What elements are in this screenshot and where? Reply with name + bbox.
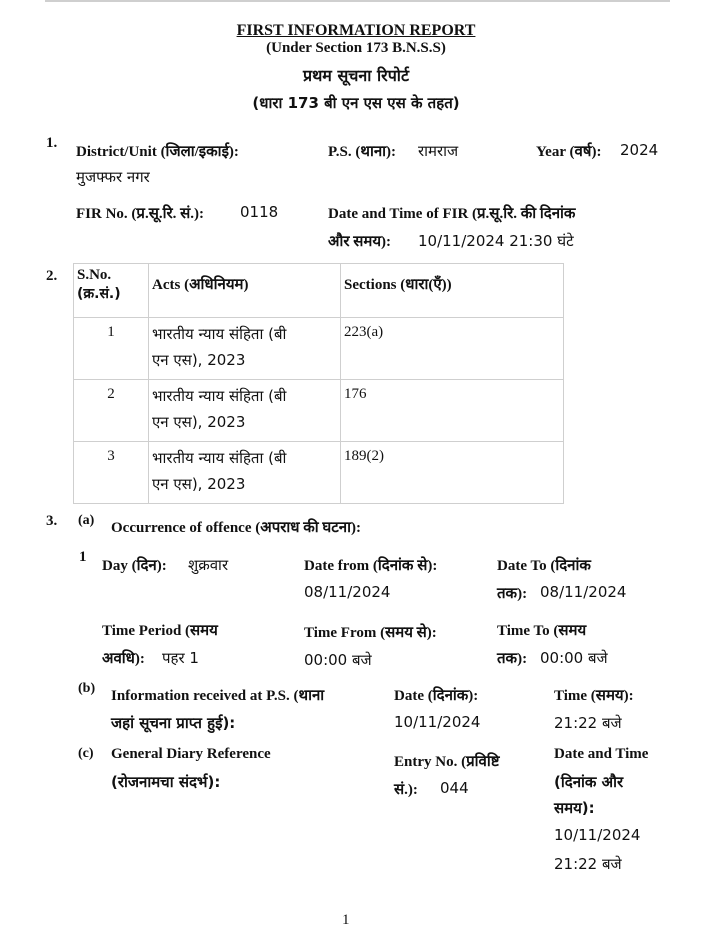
- b-date-value: 10/11/2024: [394, 713, 481, 731]
- date-from-label: Date from (दिनांक से):: [304, 558, 438, 574]
- occurrence-item-number: 1: [79, 549, 87, 565]
- time-period-label-1: Time Period (समय: [102, 623, 218, 639]
- row-act-line1: भारतीय न्याय संहिता (बी: [152, 449, 287, 467]
- report-subtitle: (Under Section 173 B.N.S.S): [266, 40, 446, 56]
- fir-label: FIR No. (प्र.सू.रि. सं.):: [76, 206, 204, 222]
- sections-header: [341, 264, 564, 318]
- row-act-line2: एन एस), 2023: [152, 475, 246, 493]
- info-received-label-1: Information received at P.S. (थाना: [111, 688, 325, 704]
- table-row: [74, 318, 564, 380]
- date-from-value: 08/11/2024: [304, 583, 391, 601]
- c-datetime-label-2: (दिनांक और: [554, 773, 624, 791]
- gd-reference-label-1: General Diary Reference: [111, 746, 271, 762]
- acts-table: [73, 263, 564, 504]
- fir-datetime-value: 10/11/2024 21:30 घंटे: [418, 232, 574, 250]
- row-section: [341, 380, 564, 442]
- c-date-value: 10/11/2024: [554, 826, 641, 844]
- info-received-label-2: जहां सूचना प्राप्त हुई):: [111, 714, 236, 732]
- row-act-line2: एन एस), 2023: [152, 351, 246, 369]
- section-3-number: 3.: [46, 513, 58, 529]
- row-section-text: 189(2): [344, 448, 384, 464]
- time-to-label-2: तक):: [497, 651, 528, 667]
- entry-no-value: 044: [440, 779, 469, 797]
- item-c-label: (c): [78, 746, 94, 761]
- ps-label: P.S. (थाना):: [328, 144, 397, 160]
- row-act-line2: एन एस), 2023: [152, 413, 246, 431]
- sno-header-line2: (क्र.सं.): [77, 286, 121, 302]
- table-row: [74, 442, 564, 504]
- b-time-value: 21:22 बजे: [554, 714, 622, 732]
- c-datetime-label-1: Date and Time: [554, 746, 649, 762]
- date-to-value: 08/11/2024: [540, 583, 627, 601]
- page-number: 1: [342, 912, 350, 928]
- day-value: शुक्रवार: [188, 556, 229, 574]
- section-2-number: 2.: [46, 268, 58, 284]
- row-section-text: 176: [344, 386, 367, 402]
- entry-no-label-2: सं.):: [394, 782, 418, 798]
- row-act: [149, 380, 341, 442]
- date-to-label-2: तक):: [497, 586, 528, 602]
- year-label: Year (वर्ष):: [536, 144, 602, 160]
- acts-header: [149, 264, 341, 318]
- gd-reference-label-2: (रोजनामचा संदर्भ):: [111, 773, 221, 791]
- c-time-value: 21:22 बजे: [554, 855, 622, 873]
- row-sno: [74, 318, 149, 380]
- row-sno: [74, 380, 149, 442]
- district-value: मुजफ्फर नगर: [76, 168, 150, 186]
- row-section-text: 223(a): [344, 324, 384, 340]
- top-rule: [45, 0, 670, 2]
- hindi-title: प्रथम सूचना रिपोर्ट: [302, 66, 410, 85]
- row-act: [149, 318, 341, 380]
- section-1-number: 1.: [46, 135, 58, 151]
- day-label: Day (दिन):: [102, 558, 167, 574]
- acts-header-text: Acts (अधिनियम): [152, 277, 249, 293]
- row-section: [341, 318, 564, 380]
- item-b-label: (b): [78, 681, 96, 696]
- row-act-line1: भारतीय न्याय संहिता (बी: [152, 387, 287, 405]
- year-value: 2024: [620, 141, 659, 159]
- entry-no-label-1: Entry No. (प्रविष्टि: [394, 754, 500, 770]
- c-datetime-label-3: समय):: [554, 799, 595, 817]
- row-act: [149, 442, 341, 504]
- item-a-label: (a): [78, 513, 95, 528]
- row-sno-text: 2: [107, 386, 115, 402]
- date-to-label-1: Date To (दिनांक: [497, 558, 591, 574]
- time-from-label: Time From (समय से):: [304, 625, 437, 641]
- ps-value: रामराज: [418, 142, 459, 160]
- district-label: District/Unit (जिला/इकाई):: [76, 144, 239, 160]
- b-time-label: Time (समय):: [554, 688, 634, 704]
- table-row: [74, 380, 564, 442]
- fir-datetime-label-2: और समय):: [328, 234, 392, 250]
- b-date-label: Date (दिनांक):: [394, 688, 479, 704]
- time-from-value: 00:00 बजे: [304, 651, 372, 669]
- sno-header: [74, 264, 149, 318]
- occurrence-label: Occurrence of offence (अपराध की घटना):: [111, 520, 361, 536]
- row-sno-text: 1: [107, 324, 115, 340]
- sno-header-line1: S.No.: [77, 267, 112, 283]
- row-section: [341, 442, 564, 504]
- fir-datetime-label-1: Date and Time of FIR (प्र.सू.रि. की दिनांक: [328, 206, 576, 222]
- time-period-value: पहर 1: [162, 649, 199, 667]
- hindi-subtitle: (धारा 173 बी एन एस एस के तहत): [252, 94, 460, 112]
- time-to-label-1: Time To (समय: [497, 623, 587, 639]
- acts-table-header: [74, 264, 564, 318]
- sections-header-text: Sections (धारा(एँ)): [344, 277, 452, 293]
- fir-value: 0118: [240, 203, 279, 221]
- time-period-label-2: अवधि):: [102, 651, 145, 667]
- time-to-value: 00:00 बजे: [540, 649, 608, 667]
- report-title: FIRST INFORMATION REPORT: [236, 22, 476, 39]
- row-sno: [74, 442, 149, 504]
- row-act-line1: भारतीय न्याय संहिता (बी: [152, 325, 287, 343]
- row-sno-text: 3: [107, 448, 115, 464]
